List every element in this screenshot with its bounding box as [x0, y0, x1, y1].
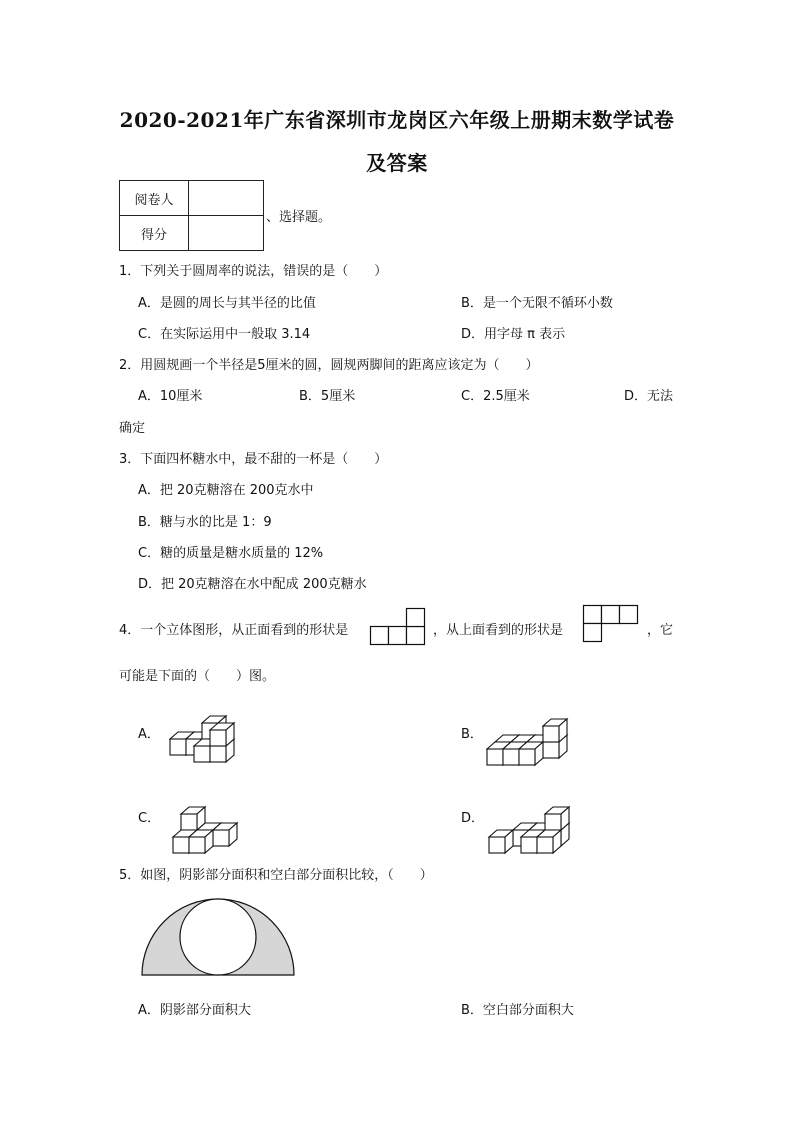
question-4-option-c: C．: [138, 811, 161, 826]
document-title-line2: 及答案: [366, 151, 428, 175]
reviewer-field: [189, 181, 264, 216]
question-1-stem: 1．下列关于圆周率的说法，错误的是（ ）: [119, 264, 388, 279]
front-view-figure: [370, 608, 428, 646]
score-label: 得分: [120, 216, 189, 251]
cube: [213, 823, 237, 846]
question-2-option-c: C．2.5厘米: [461, 389, 530, 404]
top-view-figure: [583, 605, 641, 645]
document-title: 2020-2021年广东省深圳市龙岗区六年级上册期末数学试卷: [119, 108, 675, 132]
question-4-stem-part3: ，它: [647, 623, 674, 638]
question-1-option-d: D．用字母 π 表示: [461, 327, 566, 342]
section-heading: 、选择题。: [266, 210, 332, 225]
question-4-option-d: D．: [461, 811, 485, 826]
question-3-stem: 3．下面四杯糖水中，最不甜的一杯是（ ）: [119, 452, 388, 467]
reviewer-label: 阅卷人: [120, 181, 189, 216]
question-1-option-c: C．在实际运用中一般取 3.14: [138, 327, 311, 342]
cube: [545, 807, 569, 830]
question-2-option-d: D．无法: [624, 389, 674, 404]
option-b-cube-figure: [475, 697, 585, 767]
question-3-option-c: C．糖的质量是糖水质量的 12%: [138, 546, 324, 561]
question-4-option-b: B．: [461, 727, 483, 742]
question-4-stem-line2: 可能是下面的（ ）图。: [119, 669, 276, 684]
cube: [189, 830, 213, 853]
score-field: [189, 216, 264, 251]
score-table: [119, 180, 264, 251]
question-5-option-a: A．阴影部分面积大: [138, 1003, 251, 1018]
cube: [489, 830, 513, 853]
cube: [181, 807, 205, 830]
question-3-option-b: B．糖与水的比是 1：9: [138, 515, 272, 530]
question-4-stem-part2: ，从上面看到的形状是: [433, 623, 564, 638]
question-1-option-a: A．是圆的周长与其半径的比值: [138, 296, 316, 311]
cube: [519, 742, 543, 765]
option-a-cube-figure: [150, 690, 260, 770]
question-2-option-a: A．10厘米: [138, 389, 203, 404]
question-1-option-b: B．是一个无限不循环小数: [461, 296, 613, 311]
cube: [537, 830, 561, 853]
question-5-stem: 5．如图，阴影部分面积和空白部分面积比较，（ ）: [119, 868, 433, 883]
question-2-option-b: B．5厘米: [299, 389, 356, 404]
question-4-option-a: A．: [138, 727, 160, 742]
question-2-option-d-wrap: 确定: [119, 421, 146, 436]
semicircle-figure: [140, 895, 300, 980]
cube: [543, 719, 567, 742]
question-5-option-b: B．空白部分面积大: [461, 1003, 574, 1018]
option-d-cube-figure: [475, 775, 585, 855]
question-3-option-d: D．把 20克糖溶在水中配成 200克糖水: [138, 577, 367, 592]
cube: [210, 723, 234, 746]
question-4-stem-part1: 4．一个立体图形，从正面看到的形状是: [119, 623, 349, 638]
question-2-stem: 2．用圆规画一个半径是5厘米的圆，圆规两脚间的距离应该定为（ ）: [119, 358, 539, 373]
option-c-cube-figure: [155, 775, 265, 855]
question-3-option-a: A．把 20克糖溶在 200克水中: [138, 483, 314, 498]
